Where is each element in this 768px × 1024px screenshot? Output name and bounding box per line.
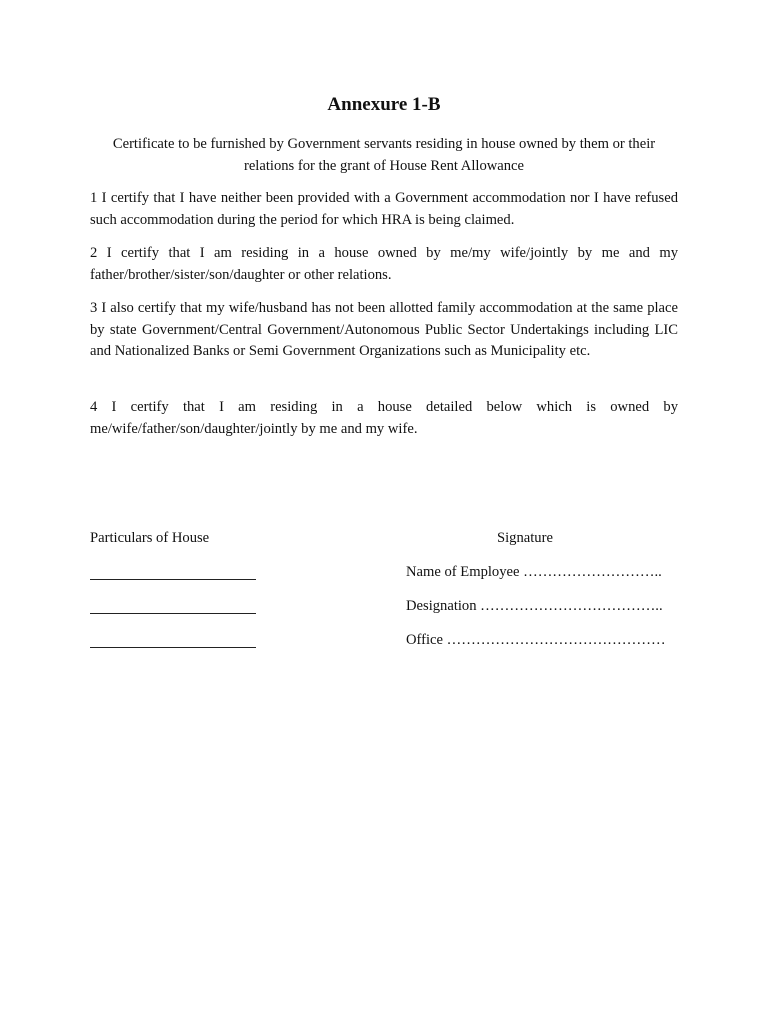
document-subtitle [90, 134, 678, 177]
designation-field: Designation ……………………………….. [406, 598, 663, 614]
house-particulars-blank-line-1 [90, 579, 256, 580]
signature-label: Signature [497, 530, 553, 546]
certification-paragraph-4: 4 I certify that I am residing in a house detailed below which is owned by me/wife/father/son/daughter/jointly by me and my wife. [90, 399, 678, 437]
particulars-of-house-label: Particulars of House [90, 530, 210, 546]
document-title: Annexure 1-B [327, 94, 441, 115]
certification-paragraph-1: 1 I certify that I have neither been provided with a Government accommodation nor I have refused such accommodation during the period for which HRA is being claimed. [90, 190, 678, 228]
certification-paragraph-2: 2 I certify that I am residing in a house owned by me/my wife/jointly by me and my father/brother/sister/son/daughter or other relations. [90, 245, 678, 283]
certification-paragraph-3: 3 I also certify that my wife/husband has not been allotted family accommodation at the same place by state Government/Central Government/Autonomous Public Sector Undertakings including LIC and Nationalized Banks or Semi Government Organizations such as Municipality etc. [90, 300, 678, 360]
subtitle-line-1: Certificate to be furnished by Government servants residing in house owned by them or their [112, 136, 656, 152]
subtitle-line-2: relations for the grant of House Rent Allowance [243, 157, 525, 174]
name-of-employee-field: Name of Employee ……………………….. [406, 564, 662, 580]
office-field: Office ……………………………………… [406, 632, 666, 648]
house-particulars-blank-line-3 [90, 647, 256, 648]
house-particulars-blank-line-2 [90, 613, 256, 614]
